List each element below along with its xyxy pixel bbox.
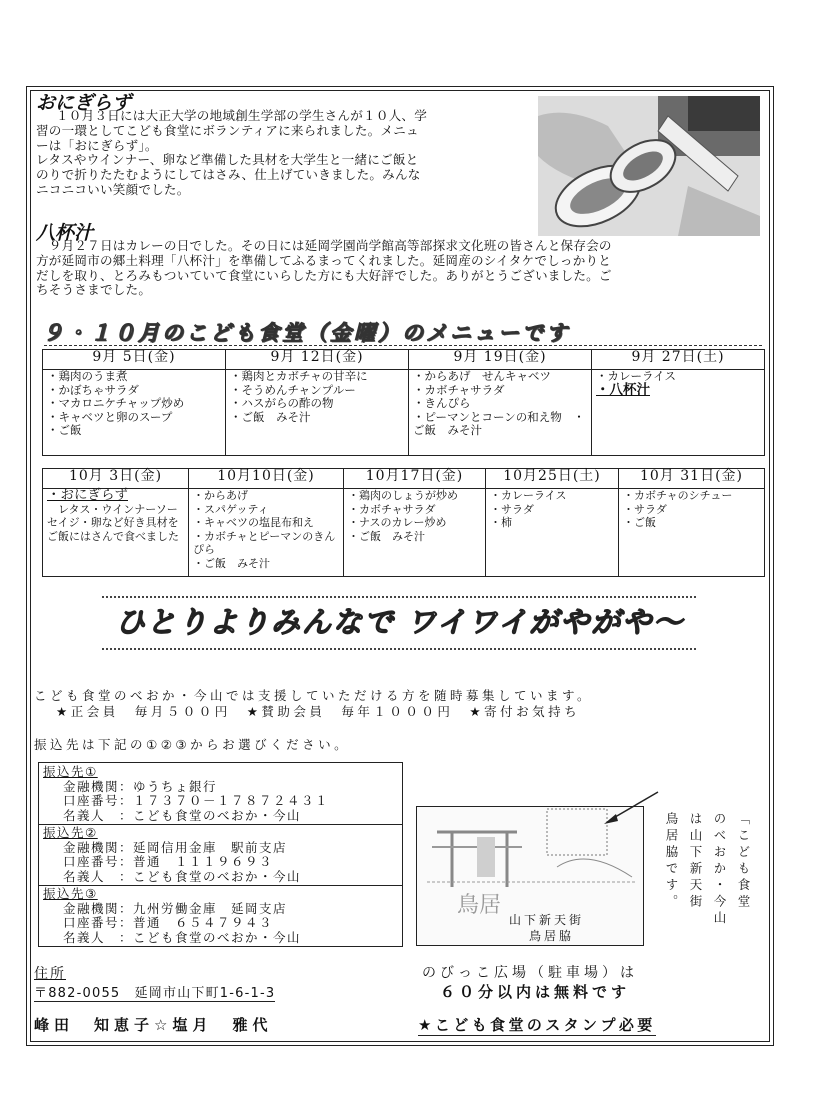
bank-row: 口座番号：普通 ６５４７９４３: [63, 915, 274, 930]
bank-block-1: [43, 765, 329, 823]
bank-title: 振込先③: [43, 886, 98, 901]
menu-item: ・ご飯: [47, 423, 82, 437]
menu-date: 10月17日(金): [344, 469, 486, 489]
menu-item: ・ご飯: [623, 516, 656, 529]
menu-cell: [226, 370, 409, 456]
parking-line-2: ６０分以内は無料です: [440, 983, 631, 1001]
menu-date: 9月 5日(金): [43, 350, 226, 370]
text-line: だしを取り、とろみもついていて食堂にいらした方にも大好評でした。ありがとうございました。ご: [36, 267, 612, 283]
menu-item: ・サラダ: [490, 502, 534, 516]
onigirazu-text: [36, 109, 536, 198]
text-line: ーは「おにぎらず」。: [36, 137, 158, 153]
september-menu-table: [42, 349, 765, 456]
menu-date: 10月 3日(金): [43, 469, 189, 489]
menu-cell: [592, 370, 765, 456]
menu-item: ・ご飯 みそ汁: [348, 529, 425, 543]
vertical-note: [712, 812, 726, 952]
organizer-names: 峰田 知恵子☆塩月 雅代: [34, 1016, 273, 1034]
svg-text:鳥居: 鳥居: [457, 893, 502, 918]
menu-date: 9月 19日(金): [409, 350, 592, 370]
stamp-note: ★こども食堂のスタンプ必要: [418, 1016, 656, 1034]
vertical-note: [688, 812, 702, 952]
table-row: [43, 370, 765, 456]
menu-item: ・カボチャとピーマンのきんぴら: [193, 529, 336, 556]
vertical-line: 鳥居脇です。: [664, 812, 679, 911]
menu-item: ・カボチャのシチュー: [623, 489, 733, 502]
address-label-text: 住所: [34, 966, 66, 982]
menu-date: 10月25日(土): [486, 469, 619, 489]
menu-item: ・鶏肉のうま煮: [47, 369, 128, 383]
vertical-line: 「こども食堂: [736, 812, 751, 911]
vertical-line: のべおか・今山: [712, 812, 727, 928]
table-row: [43, 469, 765, 489]
menu-cell: [43, 489, 189, 577]
vertical-note: [736, 812, 750, 952]
menu-item: ・ご飯 みそ汁: [193, 556, 270, 570]
menu-item: ・カボチャサラダ: [348, 502, 436, 516]
menu-item: ・カレーライス: [490, 489, 567, 502]
text-line: ニコニコいい笑顔でした。: [36, 181, 190, 197]
menu-item: ・キャベツの塩昆布和え: [193, 516, 314, 529]
address-value: 〒882-0055 延岡市山下町1-6-1-3: [34, 982, 275, 1002]
menu-item: ・ピーマンとコーンの和え物 ・ご飯 みそ汁: [413, 409, 585, 437]
happaijiru-text: [36, 239, 771, 298]
bank-row: 口座番号：１７３７０－１７８７２４３１: [63, 793, 330, 808]
menu-item: ・サラダ: [623, 502, 667, 516]
menu-item: ・キャベツと卵のスープ: [47, 409, 173, 424]
table-row: [43, 350, 765, 370]
menu-date: 9月 27日(土): [592, 350, 765, 370]
menu-item: ・カレーライス: [596, 369, 677, 383]
vertical-line: は山下新天街: [688, 812, 703, 911]
october-menu-table: [42, 468, 765, 577]
bank-row: 名義人 ：こども食堂のべおか・今山: [63, 929, 302, 945]
menu-banner: ９・１０月のこども食堂（金曜）のメニューです: [42, 321, 570, 345]
bank-title: 振込先①: [43, 764, 98, 779]
menu-cell: [189, 489, 344, 577]
menu-item: レタス・ウインナーソーセイジ・卵など好き具材をご飯にはさんで食べました: [47, 502, 179, 543]
arrow-icon: [596, 788, 666, 828]
menu-item: ・きんぴら: [413, 396, 471, 410]
menu-item: ・鶏肉とカボチャの甘辛に: [230, 369, 368, 383]
menu-item: ・かぼちゃサラダ: [47, 382, 139, 397]
menu-item: ・マカロニケチャップ炒め: [47, 396, 185, 410]
bank-info-box: [38, 762, 403, 947]
text-line: のりで折りたたむようにしてはさみ、仕上げていきました。みんな: [36, 167, 421, 183]
menu-item: ・柿: [490, 516, 512, 529]
onigirazu-photo: [538, 96, 760, 236]
menu-cell: [344, 489, 486, 577]
bank-row: 金融機関：ゆうちょ銀行: [63, 778, 218, 794]
address-label: [34, 963, 66, 983]
menu-item: ・そうめんチャンプルー: [230, 382, 356, 397]
menu-item: ・鶏肉のしょうが炒め: [348, 489, 458, 502]
text-line: 方が延岡市の郷土料理「八杯汁」を準備してふるまってくれました。延岡産のシイタケでしっかりと: [36, 252, 612, 268]
menu-date: 10月 31日(金): [619, 469, 765, 489]
bank-row: 金融機関：九州労働金庫 延岡支店: [63, 900, 288, 916]
bank-row: 名義人 ：こども食堂のべおか・今山: [63, 868, 302, 884]
map-caption: 鳥居脇: [529, 929, 575, 943]
bank-row: 金融機関：延岡信用金庫 駅前支店: [63, 839, 288, 855]
vertical-note: [664, 812, 678, 952]
table-row: [43, 489, 765, 577]
menu-item: ・ナスのカレー炒め: [348, 516, 447, 529]
menu-item: ・からあげ: [193, 489, 248, 502]
menu-cell: [486, 489, 619, 577]
membership-line: ★正会員 毎月５００円 ★賛助会員 毎年１０００円 ★寄付お気持ち: [56, 704, 581, 719]
bank-row: 口座番号：普通 １１１９６９３: [63, 854, 274, 869]
banner-underline: [44, 345, 762, 346]
menu-date: 9月 12日(金): [226, 350, 409, 370]
text-line: ９月２７日はカレーの日でした。その日には延岡学園尚学館高等部探求文化班の皆さんと保存会の: [36, 238, 612, 253]
menu-cell: [43, 370, 226, 456]
menu-item: ・からあげ せんキャベツ: [413, 369, 551, 383]
menu-item: ・カボチャサラダ: [413, 382, 505, 397]
parking-line-1: のびっこ広場（駐車場）は: [422, 965, 638, 981]
map-caption: 山下新天街: [509, 913, 585, 927]
happaijiru-heading: 八杯汁: [36, 222, 94, 244]
menu-item: ・八杯汁: [596, 381, 650, 398]
bank-block-3: [43, 887, 301, 945]
menu-cell: [409, 370, 592, 456]
bank-block-2: [43, 826, 301, 884]
slogan-bottom-rule: [102, 648, 696, 650]
menu-item: ・スパゲッティ: [193, 502, 269, 516]
text-line: レタスやウインナー、卵など準備した具材を大学生と一緒にご飯と: [36, 152, 419, 168]
support-line-1: こども食堂のべおか・今山では支援していただける方を随時募集しています。: [34, 688, 594, 703]
onigirazu-heading: おにぎらず: [36, 92, 132, 114]
text-line: ちそうさまでした。: [36, 282, 152, 298]
transfer-instruction: 振込先は下記の①②③からお選びください。: [34, 737, 351, 752]
menu-item: ・ハスがらの酢の物: [230, 396, 334, 410]
bank-title: 振込先②: [43, 825, 98, 840]
bank-row: 名義人 ：こども食堂のべおか・今山: [63, 807, 302, 823]
menu-date: 10月10日(金): [189, 469, 344, 489]
text-line: １０月３日には大正大学の地域創生学部の学生さんが１０人、学: [56, 108, 428, 123]
text-line: 習の一環としてこども食堂にボランティアに来られました。メニュ: [36, 122, 419, 138]
menu-item: ・ご飯 みそ汁: [230, 409, 311, 424]
menu-cell: [619, 489, 765, 577]
menu-item: ・おにぎらず: [47, 487, 128, 503]
slogan-top-rule: [102, 596, 696, 598]
slogan: ひとりよりみんなで ワイワイがやがや～: [115, 605, 685, 639]
